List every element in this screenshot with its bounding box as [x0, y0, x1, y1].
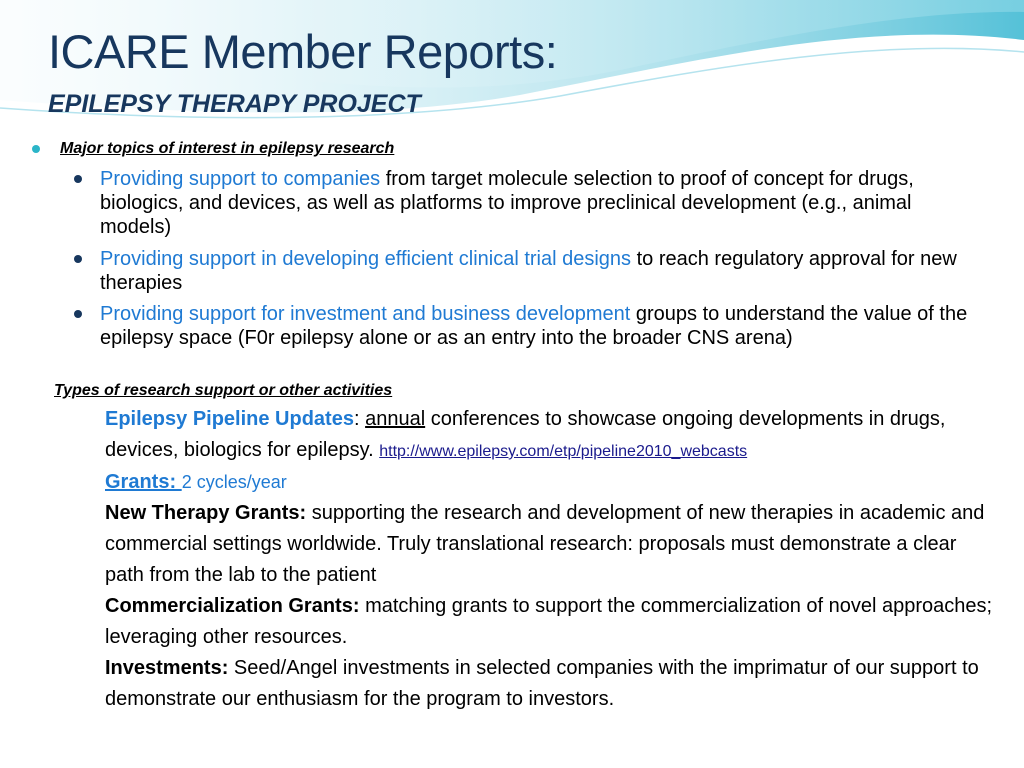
bullet-item-trials — [100, 247, 980, 295]
pipeline-annual: annual — [365, 408, 426, 430]
grants-label: Grants: — [105, 471, 182, 493]
grants-value: 2 cycles/year — [181, 472, 287, 492]
bullet-item-investment — [100, 302, 980, 350]
commercialization-text: matching grants to support the commercialization of novel approaches; leveraging other resources. — [105, 595, 993, 648]
bullet-highlight: Providing support to companies — [100, 168, 381, 190]
bullet-text: from target molecule selection to proof of concept for drugs, biologics, and devices, as well as platforms to improve preclinical development (e.g., animal models) — [100, 168, 914, 238]
new-therapy-label: New Therapy Grants: — [105, 502, 307, 524]
bullet-highlight: Providing support for investment and business development — [100, 303, 631, 325]
pipeline-webcast-link[interactable]: http://www.epilepsy.com/etp/pipeline2010_webcasts — [379, 443, 748, 460]
new-therapy-paragraph — [105, 498, 995, 591]
types-heading: Types of research support or other activities — [54, 382, 393, 399]
bullet-highlight: Providing support in developing efficient clinical trial designs — [100, 248, 632, 270]
investments-label: Investments: — [105, 657, 229, 679]
bullet-dot-icon — [74, 175, 82, 183]
grants-paragraph — [105, 467, 995, 498]
commercialization-label: Commercialization Grants: — [105, 595, 360, 617]
topics-heading: Major topics of interest in epilepsy research — [60, 140, 395, 157]
bullet-dot-icon — [32, 145, 40, 153]
bullet-dot-icon — [74, 310, 82, 318]
investments-paragraph — [105, 653, 995, 715]
pipeline-paragraph — [105, 404, 995, 467]
commercialization-paragraph — [105, 591, 995, 653]
bullet-text: groups to understand the value of the epilepsy space (F0r epilepsy alone or as an entry into the broader CNS arena) — [100, 303, 968, 349]
pipeline-colon: : — [353, 408, 366, 430]
slide-title: ICARE Member Reports: — [48, 25, 558, 78]
pipeline-text: conferences to showcase ongoing developments in drugs, devices, biologics for epilepsy. — [105, 408, 946, 461]
bullet-dot-icon — [74, 255, 82, 263]
bullet-text: to reach regulatory approval for new therapies — [100, 248, 957, 294]
activities-block — [105, 404, 995, 715]
investments-text: Seed/Angel investments in selected companies with the imprimatur of our support to demonstrate our enthusiasm for the program to investors. — [105, 657, 979, 710]
slide-subtitle: EPILEPSY THERAPY PROJECT — [48, 90, 421, 118]
bullet-item-companies — [100, 167, 980, 239]
pipeline-label: Epilepsy Pipeline Updates — [105, 408, 354, 430]
new-therapy-text: supporting the research and development of new therapies in academic and commercial settings worldwide. Truly translational research: proposals must demonstrate a clear path from the lab to the patient — [105, 502, 985, 586]
